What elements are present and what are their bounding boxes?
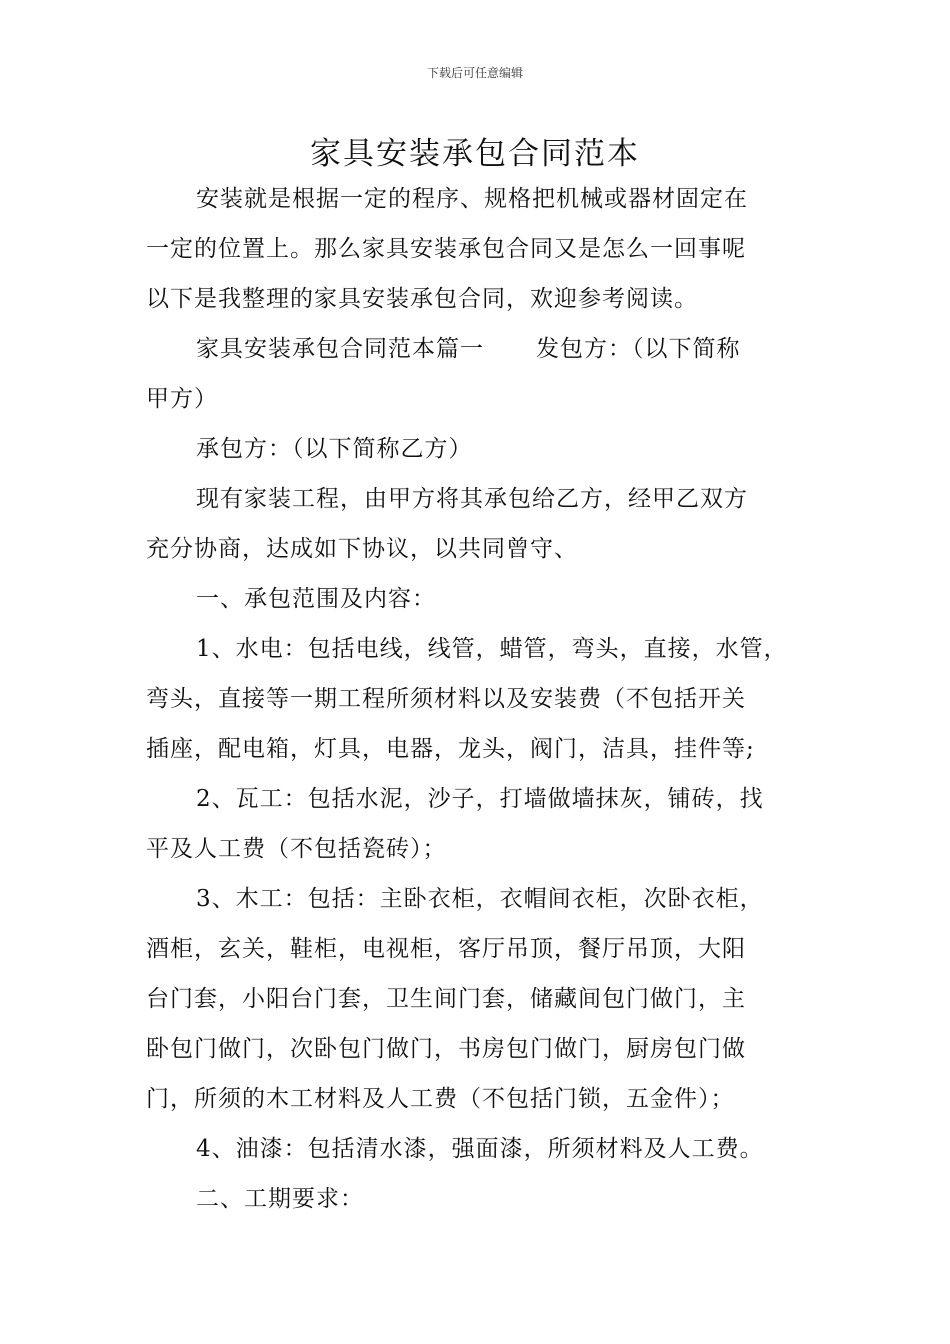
clause-heading: 二、工期要求： xyxy=(196,1186,364,1212)
paragraph-line: 门，所须的木工材料及人工费（不包括门锁，五金件）； xyxy=(146,1086,735,1112)
section-title: 家具安装承包合同范本篇一 xyxy=(196,336,484,362)
paragraph-line: 台门套，小阳台门套，卫生间门套，储藏间包门做门，主 xyxy=(146,986,746,1012)
paragraph-line: 承包方：（以下简称乙方） xyxy=(196,436,473,462)
paragraph-line: 充分协商，达成如下协议，以共同曾守、 xyxy=(146,536,578,562)
paragraph-line: 平及人工费（不包括瓷砖）； xyxy=(146,836,447,862)
header-note: 下载后可任意编辑 xyxy=(426,66,523,80)
paragraph-line: 安装就是根据一定的程序、规格把机械或器材固定在 xyxy=(196,186,748,212)
paragraph-line: 甲方） xyxy=(146,386,218,412)
paragraph-line: 插座，配电箱，灯具，电器，龙头，阀门，洁具，挂件等; xyxy=(146,736,755,762)
document-title: 家具安装承包合同范本 xyxy=(310,136,640,172)
paragraph-line: 一定的位置上。那么家具安装承包合同又是怎么一回事呢 xyxy=(146,236,746,262)
paragraph-line: 1、水电：包括电线，线管，蜡管，弯头，直接，水管， xyxy=(196,636,788,662)
paragraph-line: 酒柜，玄关，鞋柜，电视柜，客厅吊顶，餐厅吊顶，大阳 xyxy=(146,936,746,962)
section-heading-line xyxy=(196,334,741,364)
paragraph-line: 3、木工：包括：主卧衣柜，衣帽间衣柜，次卧衣柜， xyxy=(196,886,764,912)
paragraph-line: 弯头，直接等一期工程所须材料以及安装费（不包括开关 xyxy=(146,686,746,712)
paragraph-line: 4、油漆：包括清水漆，强面漆，所须材料及人工费。 xyxy=(196,1136,764,1162)
paragraph-line: 卧包门做门，次卧包门做门，书房包门做门，厨房包门做 xyxy=(146,1036,746,1062)
paragraph-line: 2、瓦工：包括水泥，沙子，打墙做墙抹灰，铺砖，找 xyxy=(196,786,764,812)
paragraph-line: 现有家装工程，由甲方将其承包给乙方，经甲乙双方 xyxy=(196,486,748,512)
paragraph-line: 以下是我整理的家具安装承包合同，欢迎参考阅读。 xyxy=(146,286,698,312)
clause-heading: 一、承包范围及内容： xyxy=(196,586,436,612)
party-a-label: 发包方：（以下简称 xyxy=(536,336,741,362)
